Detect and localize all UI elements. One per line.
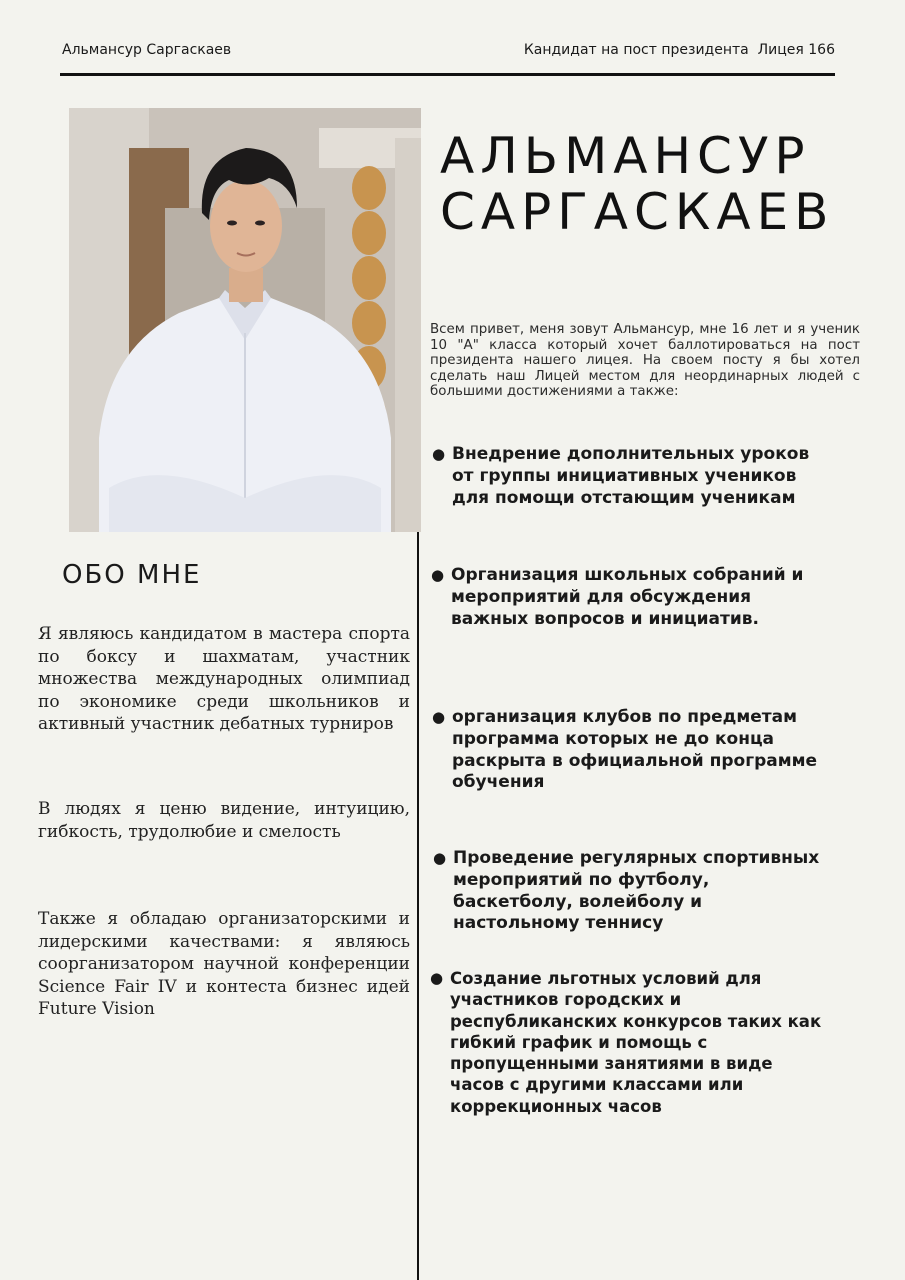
bullet-icon: ●: [433, 849, 447, 867]
candidate-photo: [69, 108, 421, 532]
list-item: ● организация клубов по предметам программа которых не до конца раскрыта в официальной программе обучения: [432, 707, 818, 793]
header-author: Альмансур Саргаскаев: [62, 42, 232, 58]
about-paragraph-2: В людях я ценю видение, интуицию, гибкость, трудолюбие и смелость: [38, 799, 410, 842]
header-divider: [60, 73, 835, 76]
bullet-icon: ●: [430, 969, 444, 987]
bullet-icon: ●: [431, 566, 445, 584]
header-position: Кандидат на пост президента Лицея 166: [523, 42, 835, 58]
column-divider: [417, 532, 419, 1280]
about-paragraph-3: Также я обладаю организаторскими и лидерскими качествами: я являюсь соорганизатором научной конференции Science Fair IV и контеста бизнес идей Future Vision: [38, 909, 410, 1020]
list-item: ● Создание льготных условий для участников городских и республиканских конкурсов таких как гибкий график и помощь с пропущенными занятиями в виде часов с другими классами или коррекционных часов: [430, 969, 822, 1116]
list-item: ● Организация школьных собраний и мероприятий для обсуждения важных вопросов и инициатив.: [431, 565, 804, 629]
name-line-2: САРГАСКАЕВ: [440, 183, 835, 241]
bullet-icon: ●: [432, 708, 446, 726]
list-item: ● Внедрение дополнительных уроков от группы инициативных учеников для помощи отстающим ученикам: [432, 444, 810, 508]
intro-paragraph: Всем привет, меня зовут Альмансур, мне 16 лет и я ученик 10 "А" класса который хочет баллотироваться на пост президента нашего лицея. На своем посту я бы хотел сделать наш Лицей местом для неординарных людей с большими достижениями а также:: [430, 322, 860, 399]
name-line-1: АЛЬМАНСУР: [440, 127, 811, 185]
candidate-name-title: [440, 128, 880, 240]
about-paragraph-1: Я являюсь кандидатом в мастера спорта по боксу и шахматам, участник множества международных олимпиад по экономике среди школьников и активный участник дебатных турниров: [38, 624, 410, 735]
bullet-icon: ●: [432, 445, 446, 463]
list-item: ● Проведение регулярных спортивных мероприятий по футболу, баскетболу, волейболу и настольному теннису: [433, 848, 820, 934]
about-heading: ОБО МНЕ: [62, 560, 202, 590]
